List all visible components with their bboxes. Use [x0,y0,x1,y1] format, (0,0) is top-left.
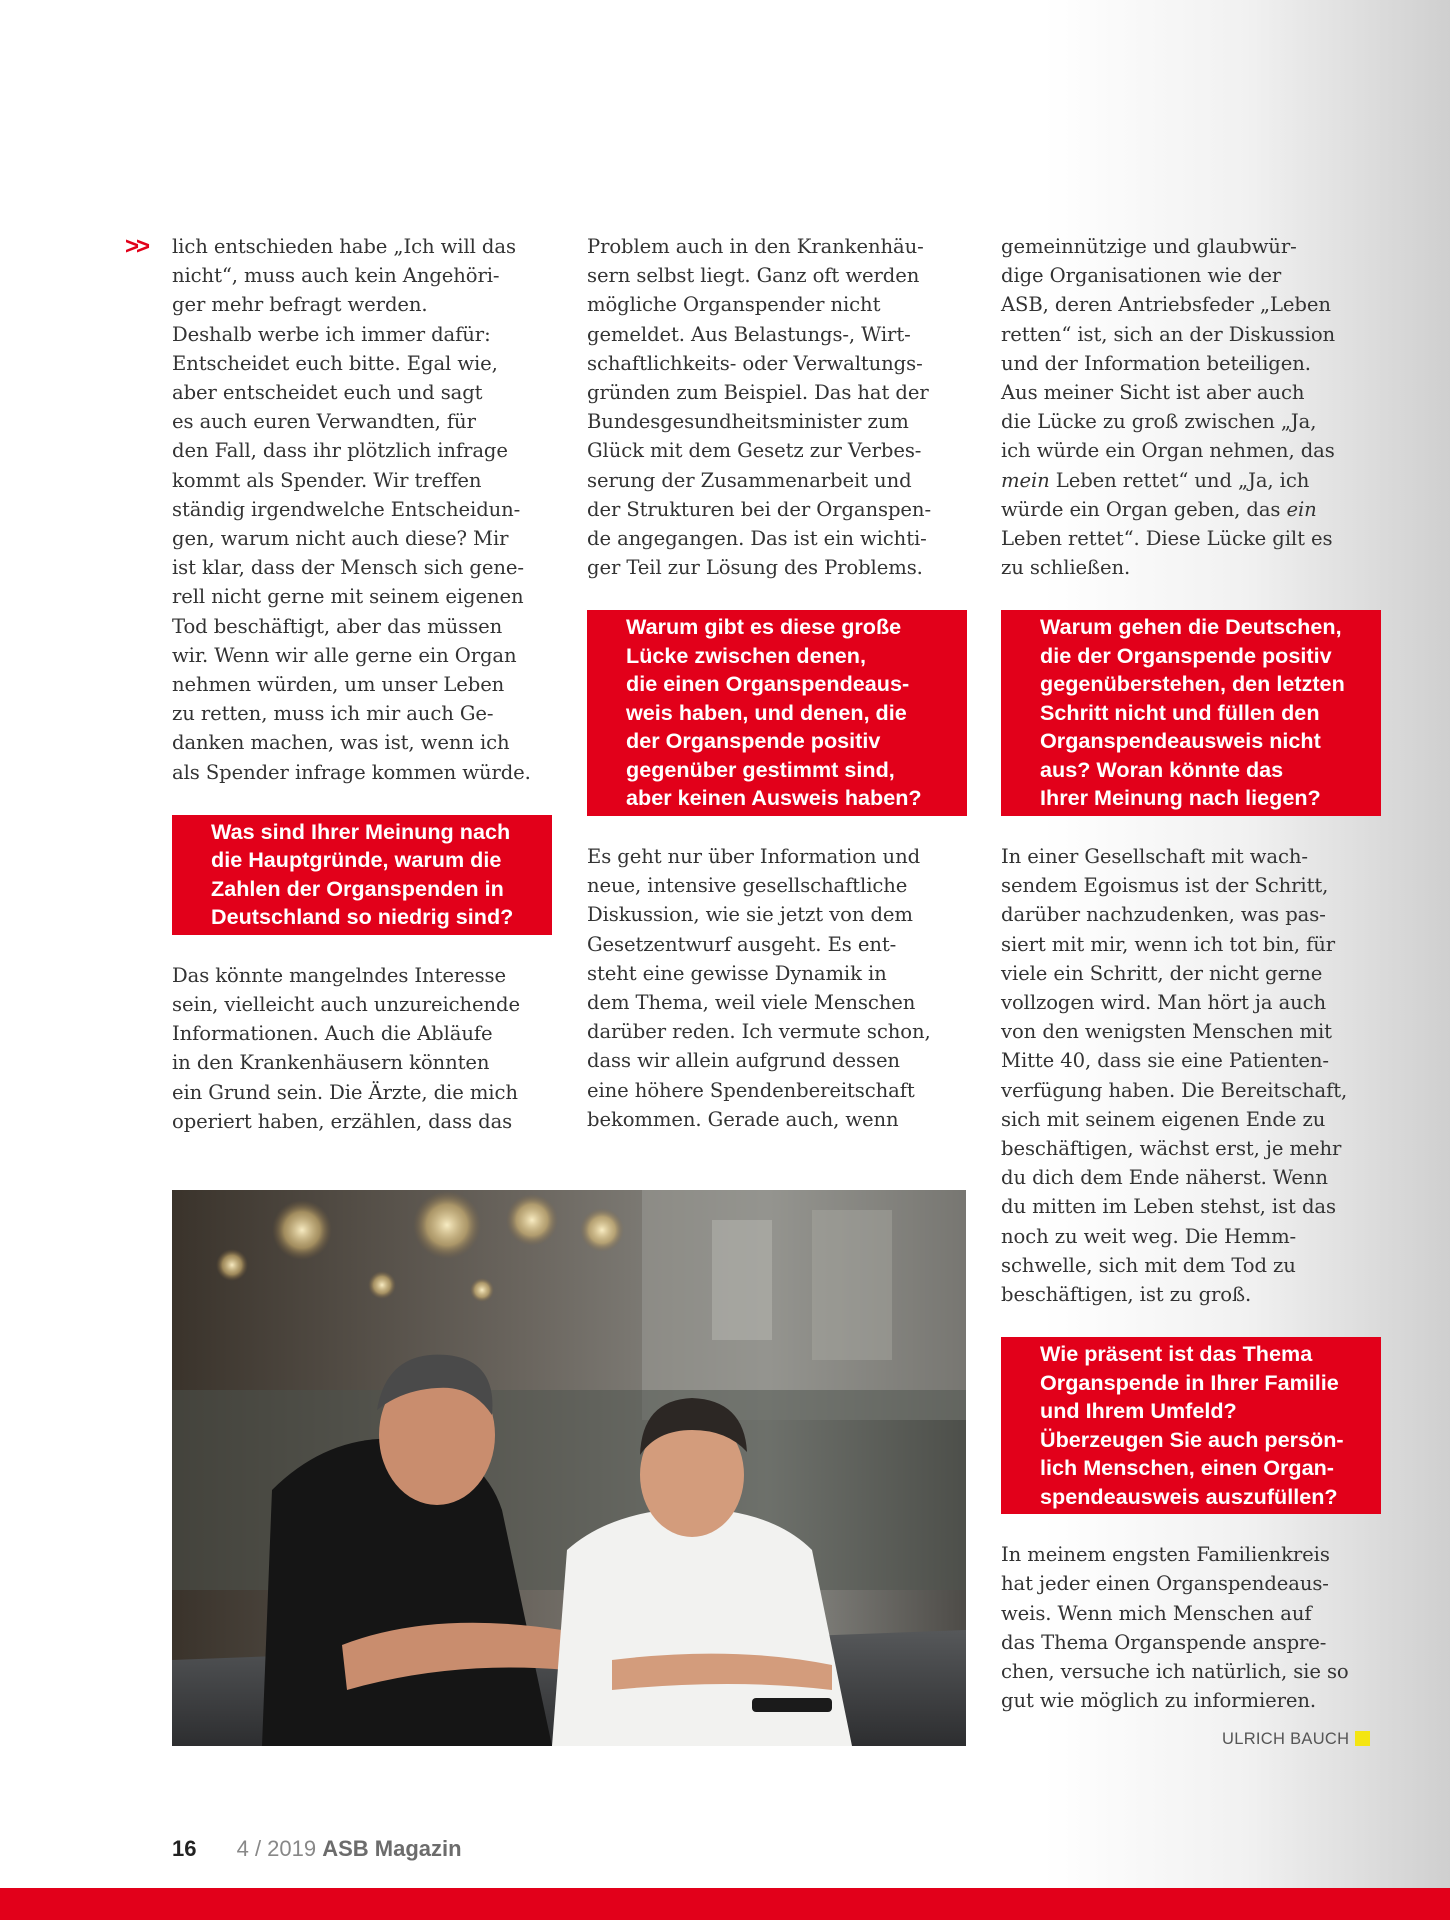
continuation-marker: >> [125,233,148,260]
end-mark-square [1355,1731,1370,1746]
col3-p1-part-c: Leben rettet“. Diese Lücke gilt es zu schließen. [1001,527,1333,580]
col3-question-2: Wie präsent ist das Thema Organspende in Ihrer Familie und Ihrem Umfeld? Überzeugen Sie auch persön- lich Menschen, einen Organ- spendeausweis auszufüllen? [1001,1337,1381,1514]
col2-paragraph-2: Es geht nur über Information und neue, intensive gesellschaftliche Diskussion, wie sie jetzt von dem Gesetzentwurf ausgeht. Es ent- steht eine gewisse Dynamik in dem Thema, weil viele Menschen darüber reden. Ich vermute schon, dass wir allein aufgrund dessen eine höhere Spendenbereitschaft bekommen. Gerade auch, wenn [587,844,931,1131]
col3-paragraph-2: In einer Gesellschaft mit wach- sendem Egoismus ist der Schritt, darüber nachzudenken, was pas- siert mit mir, wenn ich tot bin, für viele ein Schritt, der nicht gerne vollzogen wird. Man hört ja auch von den wenigsten Menschen mit Mitte 40, dass sie eine Patienten- verfügung haben. Die Bereitschaft, sich mit seinem eigenen Ende zu beschäftigen, wächst erst, je mehr du dich dem Ende näherst. Wenn du mitten im Leben stehst, ist das noch zu weit weg. Die Hemm- schwelle, sich mit dem Tod zu beschäftigen, ist zu groß. [1001,844,1348,1306]
col3-p1-emphasis-mein: mein [1001,468,1050,492]
interview-photo [172,1190,966,1746]
col3-question-1: Warum gehen die Deutschen, die der Organspende positiv gegenüberstehen, den letzten Schritt nicht und füllen den Organspendeausweis nicht aus? Woran könnte das Ihrer Meinung nach liegen? [1001,610,1381,816]
col2-paragraph-1: Problem auch in den Krankenhäu- sern selbst liegt. Ganz oft werden mögliche Organspender nicht gemeldet. Aus Belastungs-, Wirt- schaftlichkeits- oder Verwaltungs- gründen zum Beispiel. Das hat der Bundesgesundheitsminister zum Glück mit dem Gesetz zur Verbes- serung der Zusammenarbeit und der Strukturen bei der Organspen- de angegangen. Das ist ein wichti- ger Teil zur Lösung des Problems. [587,235,931,580]
col2-question-1: Warum gibt es diese große Lücke zwischen denen, die einen Organspendeaus- weis haben, und denen, die der Organspende positiv gegenüber gestimmt sind, aber keinen Ausweis haben? [587,610,967,816]
column-2 [587,232,967,1134]
page-footer [172,1836,462,1862]
col3-p1-part-b: Leben rettet“ und „Ja, ich würde ein Organ geben, das [1001,468,1310,521]
magazine-name: ASB Magazin [322,1836,462,1861]
col1-question-1: Was sind Ihrer Meinung nach die Hauptgründe, warum die Zahlen der Organspenden in Deutschland so niedrig sind? [172,815,552,935]
author-name: ULRICH BAUCH [1222,1730,1350,1748]
col3-p1-part-a: gemeinnützige und glaubwür- dige Organisationen wie der ASB, deren Antriebsfeder „Leben retten“ ist, sich an der Diskussion und der Information beteiligen. Aus meiner Sicht ist aber auch die Lücke zu groß zwischen „Ja, ich würde ein Organ nehmen, das [1001,235,1336,463]
column-3 [1001,232,1381,1715]
col1-paragraph-1: lich entschieden habe „Ich will das nicht“, muss auch kein Angehöri- ger mehr befragt werden. Deshalb werbe ich immer dafür: Entscheidet euch bitte. Egal wie, aber entscheidet euch und sagt es auch euren Verwandten, für den Fall, dass ihr plötzlich infrage kommt als Spender. Wir treffen ständig irgendwelche Entscheidun- gen, warum nicht auch diese? Mir ist klar, dass der Mensch sich gene- rell nicht gerne mit seinem eigenen Tod beschäftigt, aber das müssen wir. Wenn wir alle gerne ein Organ nehmen würden, um unser Leben zu retten, muss ich mir auch Ge- danken machen, was ist, wenn ich als Spender infrage kommen würde. [172,235,531,784]
col1-paragraph-2: Das könnte mangelndes Interesse sein, vielleicht auch unzureichende Informationen. Auch die Abläufe in den Krankenhäusern könnten ein Grund sein. Die Ärzte, die mich operiert haben, erzählen, dass das [172,963,520,1133]
col3-paragraph-3: In meinem engsten Familienkreis hat jeder einen Organspendeaus- weis. Wenn mich Menschen auf das Thema Organspende anspre- chen, versuche ich natürlich, sie so gut wie möglich zu informieren. [1001,1543,1349,1713]
col3-p1-emphasis-ein: ein [1286,497,1317,521]
interview-photo-illustration [172,1190,966,1746]
page-number: 16 [172,1836,197,1861]
column-1 [172,232,552,1136]
col3-paragraph-1 [1001,232,1381,582]
footer-red-bar [0,1888,1450,1920]
issue-number: 4 / 2019 [236,1836,317,1861]
author-credit [1222,1730,1370,1749]
